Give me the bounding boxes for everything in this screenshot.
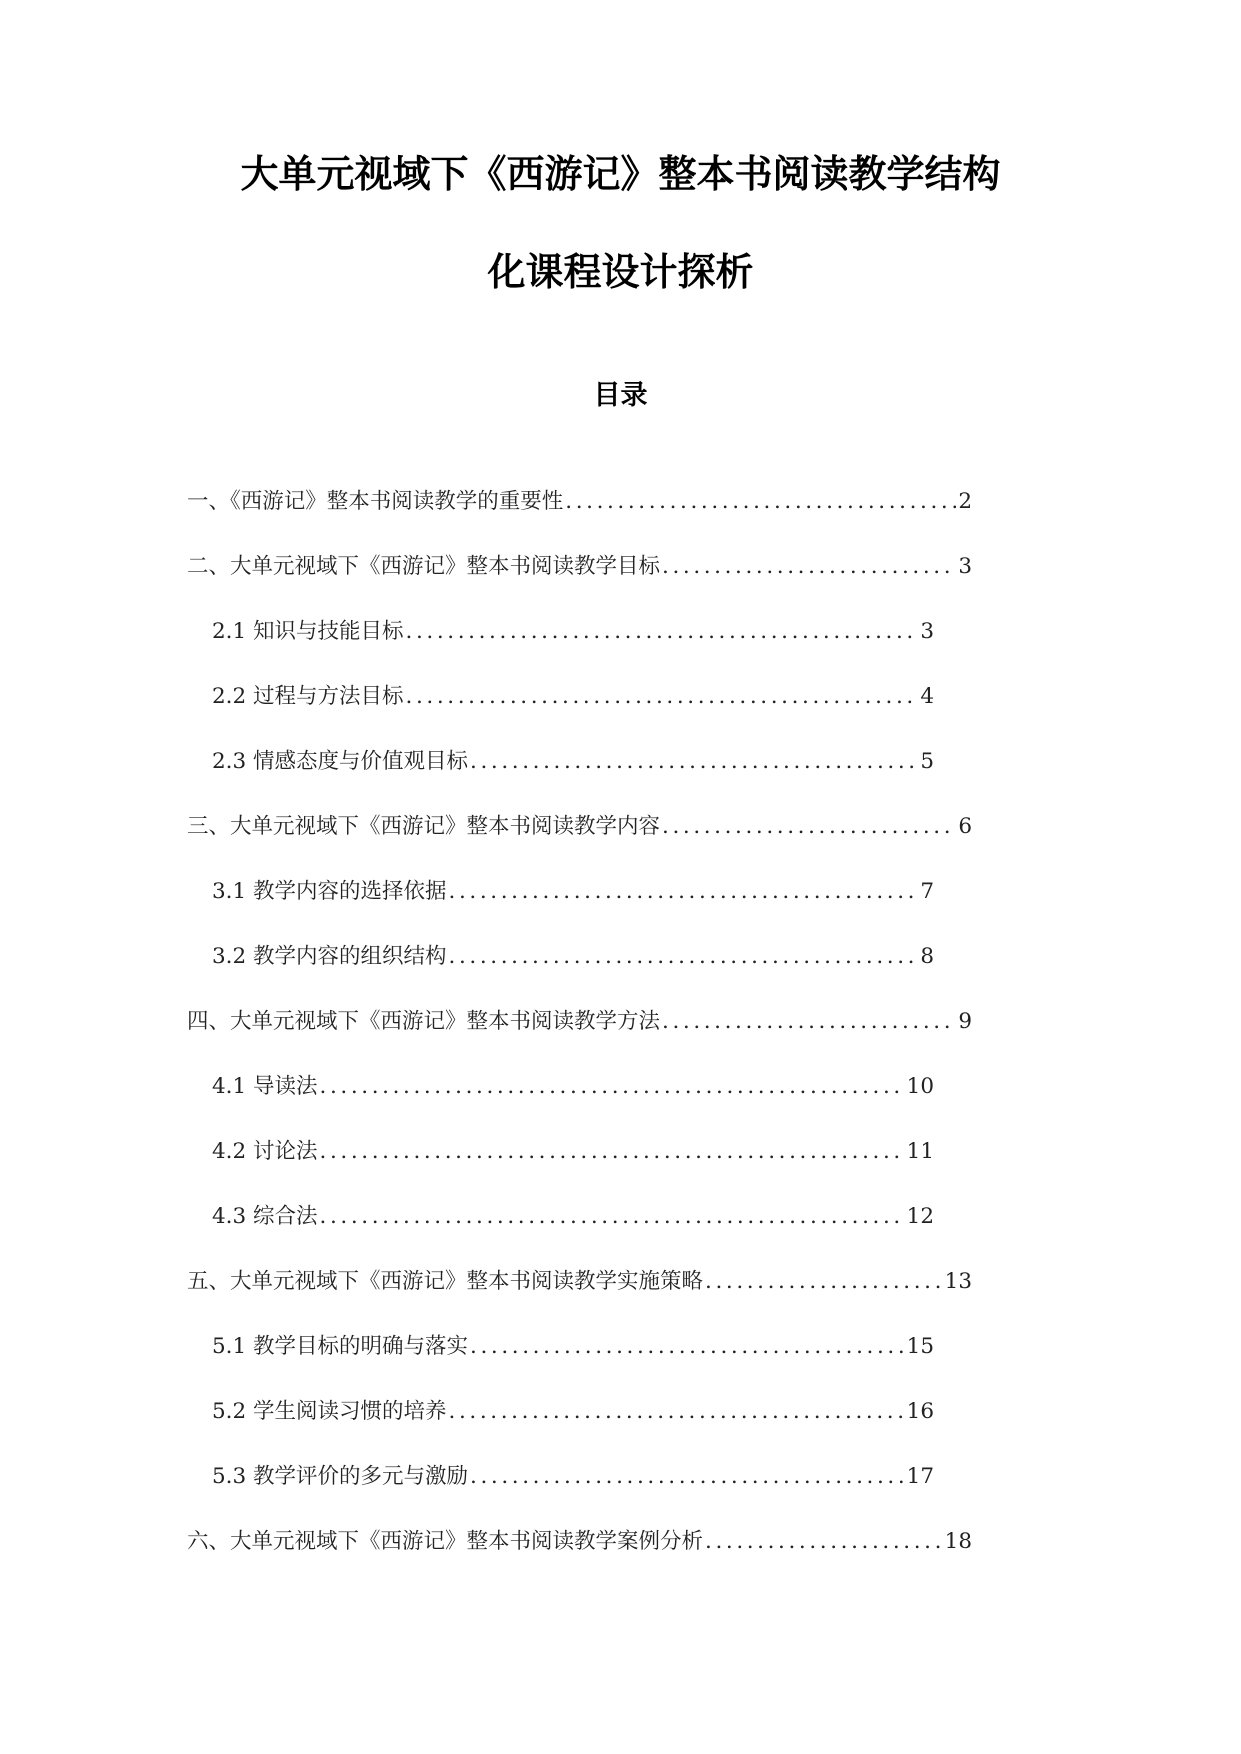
toc-entry-3-1[interactable] [212, 874, 934, 910]
toc-page-number: 11 [906, 1139, 934, 1164]
toc-dot-leader [705, 1524, 943, 1560]
toc-entry-2-3[interactable] [212, 744, 934, 780]
toc-entry-label: 六、大单元视域下《西游记》整本书阅读教学案例分析 [187, 1529, 704, 1554]
toc-dot-leader [320, 1069, 905, 1105]
toc-page-number: 12 [906, 1204, 934, 1229]
toc-entry-label: 五、大单元视域下《西游记》整本书阅读教学实施策略 [187, 1269, 704, 1294]
toc-entry-2-1[interactable] [212, 614, 934, 650]
toc-entry-label: 一、《西游记》整本书阅读教学的重要性 [187, 489, 564, 514]
toc-entry-6[interactable] [187, 1524, 972, 1560]
toc-entry-label: 3.2 教学内容的组织结构 [212, 944, 447, 969]
toc-page-number: 5 [920, 749, 934, 774]
toc-page-number: 17 [906, 1464, 934, 1489]
toc-entry-2-2[interactable] [212, 679, 934, 715]
toc-page-number: 2 [958, 489, 972, 514]
toc-dot-leader [662, 1004, 956, 1040]
toc-page-number: 15 [906, 1334, 934, 1359]
toc-entry-label: 4.3 综合法 [212, 1204, 318, 1229]
toc-page-number: 3 [920, 619, 934, 644]
toc-entry-label: 4.2 讨论法 [212, 1139, 318, 1164]
toc-entry-label: 3.1 教学内容的选择依据 [212, 879, 447, 904]
toc-dot-leader [470, 1459, 905, 1495]
toc-dot-leader [449, 1394, 905, 1430]
toc-entry-label: 三、大单元视域下《西游记》整本书阅读教学内容 [187, 814, 661, 839]
toc-dot-leader [449, 939, 919, 975]
toc-page-number: 3 [958, 554, 972, 579]
document-title-line-2: 化课程设计探析 [487, 250, 754, 294]
toc-entry-5-1[interactable] [212, 1329, 934, 1365]
toc-page-number: 8 [920, 944, 934, 969]
toc-entry-label: 5.1 教学目标的明确与落实 [212, 1334, 469, 1359]
toc-page-number: 18 [944, 1529, 972, 1554]
toc-page-number: 13 [944, 1269, 972, 1294]
toc-dot-leader [470, 1329, 905, 1365]
toc-entry-2[interactable] [187, 549, 972, 585]
toc-dot-leader [406, 614, 919, 650]
toc-entry-3[interactable] [187, 809, 972, 845]
toc-entry-label: 二、大单元视域下《西游记》整本书阅读教学目标 [187, 554, 661, 579]
toc-entry-1[interactable] [187, 484, 972, 520]
toc-dot-leader [662, 809, 956, 845]
toc-page-number: 4 [920, 684, 934, 709]
toc-page-number: 7 [920, 879, 934, 904]
toc-entry-5-2[interactable] [212, 1394, 934, 1430]
toc-entry-label: 4.1 导读法 [212, 1074, 318, 1099]
toc-dot-leader [320, 1199, 905, 1235]
toc-dot-leader [565, 484, 956, 520]
toc-dot-leader [320, 1134, 905, 1170]
toc-page-number: 16 [906, 1399, 934, 1424]
toc-entry-label: 5.3 教学评价的多元与激励 [212, 1464, 469, 1489]
toc-entry-4-1[interactable] [212, 1069, 934, 1105]
toc-entry-label: 2.1 知识与技能目标 [212, 619, 404, 644]
toc-dot-leader [662, 549, 956, 585]
document-title-line-1: 大单元视域下《西游记》整本书阅读教学结构 [240, 152, 1001, 196]
toc-dot-leader [470, 744, 918, 780]
toc-dot-leader [406, 679, 919, 715]
toc-entry-4-3[interactable] [212, 1199, 934, 1235]
toc-entry-5-3[interactable] [212, 1459, 934, 1495]
toc-page-number: 9 [958, 1009, 972, 1034]
toc-dot-leader [705, 1264, 943, 1300]
toc-page-number: 10 [906, 1074, 934, 1099]
toc-page-number: 6 [958, 814, 972, 839]
toc-entry-3-2[interactable] [212, 939, 934, 975]
toc-heading: 目录 [593, 380, 648, 411]
toc-entry-label: 四、大单元视域下《西游记》整本书阅读教学方法 [187, 1009, 661, 1034]
toc-entry-4-2[interactable] [212, 1134, 934, 1170]
toc-entry-5[interactable] [187, 1264, 972, 1300]
toc-entry-label: 2.2 过程与方法目标 [212, 684, 404, 709]
toc-dot-leader [449, 874, 919, 910]
toc-entry-label: 2.3 情感态度与价值观目标 [212, 749, 469, 774]
toc-entry-4[interactable] [187, 1004, 972, 1040]
toc-entry-label: 5.2 学生阅读习惯的培养 [212, 1399, 447, 1424]
